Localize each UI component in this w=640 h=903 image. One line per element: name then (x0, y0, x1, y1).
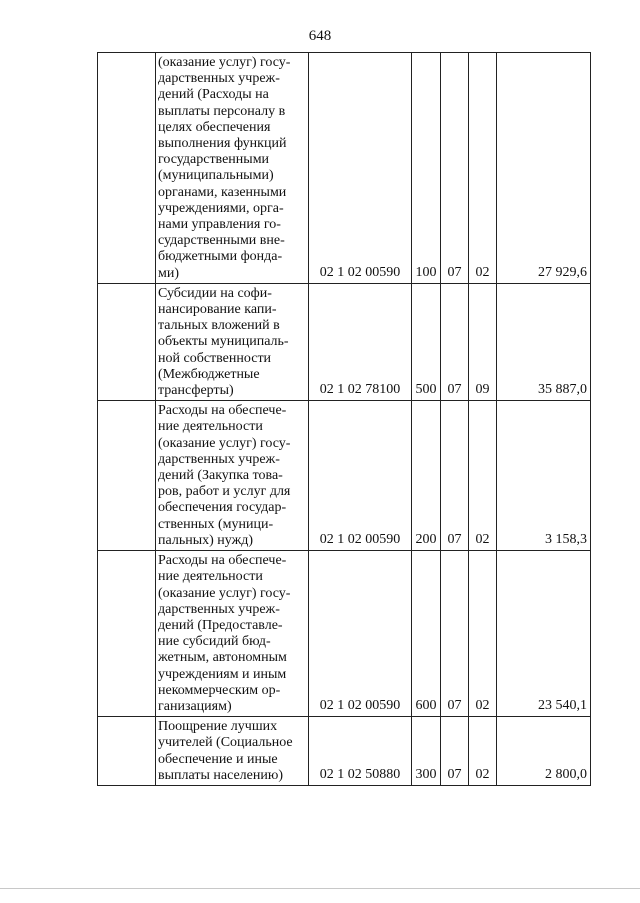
section-cell: 07 (441, 401, 469, 551)
table-row (98, 401, 591, 551)
budget-table (97, 52, 591, 786)
item-name-line: учреждениями, орга- (158, 200, 284, 216)
item-name-line: Расходы на обеспече- (158, 403, 287, 419)
item-name-line: обеспечения государ- (158, 500, 287, 516)
item-name-line: некоммерческим ор- (158, 682, 281, 698)
item-name-line: дарственных учреж- (158, 71, 280, 87)
item-name-line: жетным, автономным (158, 650, 287, 666)
item-name-line: сударственными вне- (158, 233, 285, 249)
item-name-line: Поощрение лучших (158, 719, 278, 735)
item-name-line: дений (Закупка това- (158, 468, 283, 484)
item-name-line: выполнения функций (158, 136, 287, 152)
row-number-cell (98, 53, 156, 284)
table-row (98, 551, 591, 717)
item-name-line: (оказание услуг) госу- (158, 585, 291, 601)
row-number-cell (98, 401, 156, 551)
item-name-line: (оказание услуг) госу- (158, 435, 291, 451)
item-name-line: дений (Расходы на (158, 87, 269, 103)
item-name-line: ров, работ и услуг для (158, 484, 291, 500)
item-name-line: учреждениям и иным (158, 666, 287, 682)
expense-type-cell: 200 (412, 401, 441, 551)
subsection-cell: 02 (469, 551, 497, 717)
row-number-cell (98, 717, 156, 786)
item-name-line: учителей (Социальное (158, 735, 293, 751)
item-name-line: выплаты персоналу в (158, 103, 286, 119)
item-name-line: ние деятельности (158, 569, 263, 585)
item-name-line: пальных) нужд) (158, 532, 254, 548)
item-name-line: объекты муниципаль- (158, 334, 289, 350)
item-name-line: ной собственности (158, 350, 272, 366)
item-name-line: ние деятельности (158, 419, 263, 435)
amount-cell: 23 540,1 (497, 551, 591, 717)
expense-type-cell: 500 (412, 283, 441, 400)
amount-cell: 35 887,0 (497, 283, 591, 400)
amount-cell: 3 158,3 (497, 401, 591, 551)
item-name-line: дений (Предоставле- (158, 617, 283, 633)
item-name-cell (156, 551, 309, 717)
item-name-line: органами, казенными (158, 184, 287, 200)
page-number: 648 (308, 28, 332, 44)
subsection-cell: 09 (469, 283, 497, 400)
item-name-line: ганизациям) (158, 698, 232, 714)
item-name-cell (156, 53, 309, 284)
item-name-line: обеспечение и иные (158, 751, 278, 767)
amount-cell: 2 800,0 (497, 717, 591, 786)
item-name-line: (муниципальными) (158, 168, 274, 184)
row-number-cell (98, 551, 156, 717)
expense-type-cell: 300 (412, 717, 441, 786)
item-name-line: целях обеспечения (158, 119, 271, 135)
item-name-cell (156, 283, 309, 400)
item-name-line: дарственных учреж- (158, 601, 280, 617)
expense-type-cell: 600 (412, 551, 441, 717)
subsection-cell: 02 (469, 401, 497, 551)
item-name-line: трансферты) (158, 383, 234, 399)
page-bottom-divider (0, 888, 640, 889)
table-row (98, 283, 591, 400)
item-name-line: (Межбюджетные (158, 366, 260, 382)
item-name-line: тальных вложений в (158, 318, 280, 334)
item-name-line: выплаты населению) (158, 767, 283, 783)
table-row (98, 717, 591, 786)
item-name-line: нами управления го- (158, 217, 281, 233)
item-name-line: Субсидии на софи- (158, 285, 272, 301)
target-code-cell: 02 1 02 00590 (309, 401, 412, 551)
item-name-line: ми) (158, 265, 180, 281)
item-name-line: дарственных учреж- (158, 451, 280, 467)
item-name-cell (156, 401, 309, 551)
target-code-cell: 02 1 02 78100 (309, 283, 412, 400)
section-cell: 07 (441, 53, 469, 284)
subsection-cell: 02 (469, 53, 497, 284)
item-name-line: ние субсидий бюд- (158, 634, 271, 650)
item-name-line: ственных (муници- (158, 516, 274, 532)
target-code-cell: 02 1 02 50880 (309, 717, 412, 786)
subsection-cell: 02 (469, 717, 497, 786)
section-cell: 07 (441, 717, 469, 786)
target-code-cell: 02 1 02 00590 (309, 551, 412, 717)
item-name-line: Расходы на обеспече- (158, 553, 287, 569)
expense-type-cell: 100 (412, 53, 441, 284)
item-name-line: (оказание услуг) госу- (158, 55, 291, 70)
table-row (98, 53, 591, 284)
target-code-cell: 02 1 02 00590 (309, 53, 412, 284)
section-cell: 07 (441, 283, 469, 400)
item-name-line: государственными (158, 152, 270, 168)
item-name-line: нансирование капи- (158, 302, 277, 318)
section-cell: 07 (441, 551, 469, 717)
item-name-cell (156, 717, 309, 786)
item-name-line: бюджетными фонда- (158, 249, 283, 265)
row-number-cell (98, 283, 156, 400)
amount-cell: 27 929,6 (497, 53, 591, 284)
